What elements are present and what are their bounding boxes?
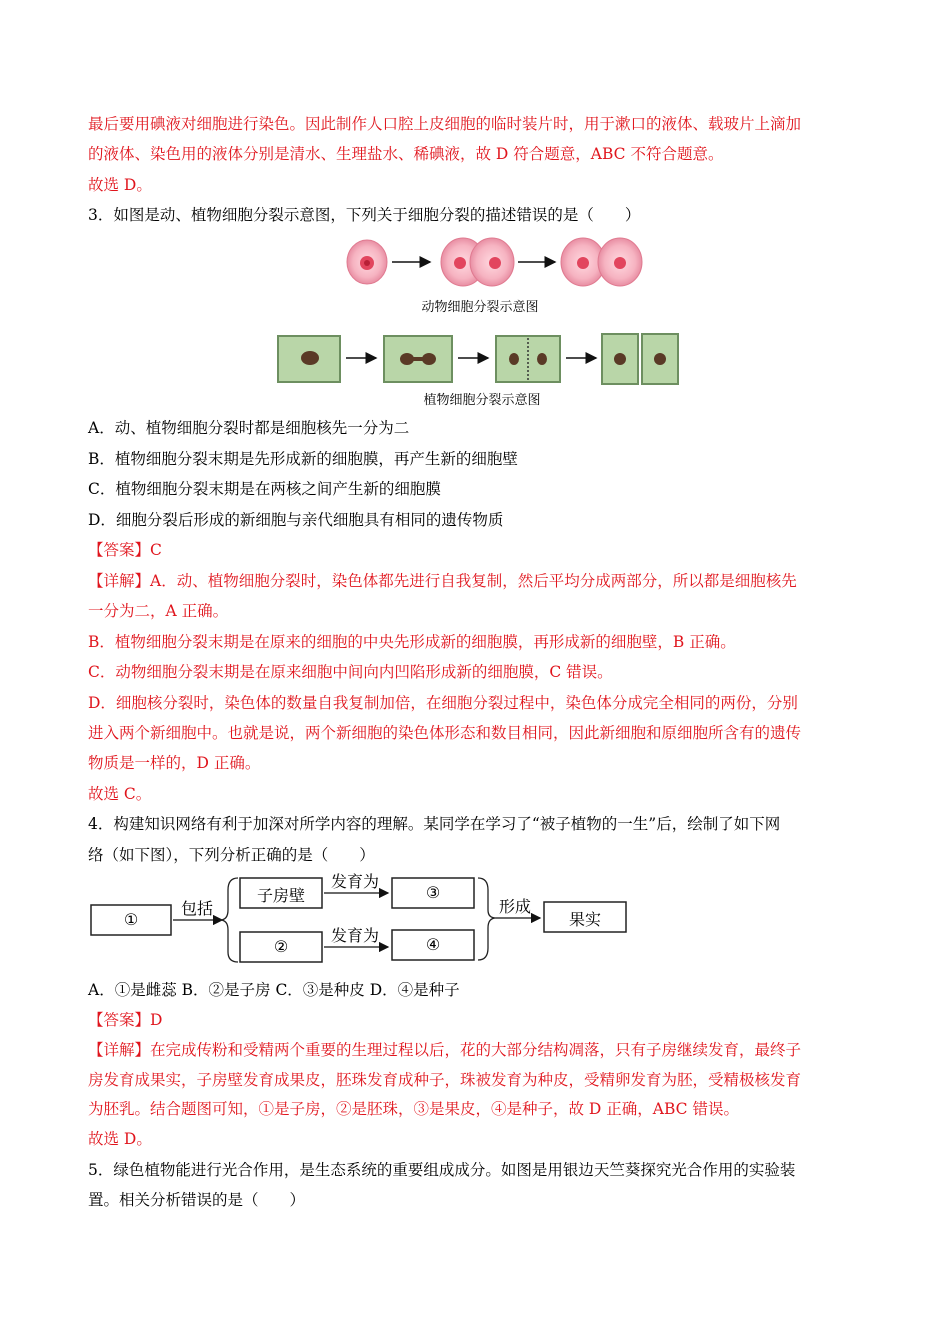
text-line: 的液体、染色用的液体分别是清水、生理盐水、稀碘液，故 D 符合题意，ABC 不符合题意。 [88, 145, 724, 163]
label-form: 形成 [498, 897, 531, 916]
box-2: ② [273, 937, 289, 956]
animal-cell-stage-1 [347, 240, 387, 284]
option-c: C．植物细胞分裂末期是在两核之间产生新的细胞膜 [88, 480, 441, 498]
plant-caption: 植物细胞分裂示意图 [423, 393, 541, 408]
answer: 【答案】D [88, 1011, 163, 1029]
question-3: 3．如图是动、植物细胞分裂示意图，下列关于细胞分裂的描述错误的是（ ） [88, 206, 641, 224]
explanation-line: 进入两个新细胞中。也就是说，两个新细胞的染色体形态和数目相同，因此新细胞和原细胞所含有的遗传 [88, 724, 802, 742]
plant-cell-stage-2 [384, 336, 452, 382]
label-include: 包括 [180, 899, 213, 918]
question-4-cont: 络（如下图），下列分析正确的是（ ） [88, 846, 375, 864]
box-1: ① [123, 910, 139, 929]
knowledge-network-figure [88, 868, 633, 968]
animal-cell-stage-3 [561, 238, 642, 286]
label-develop-top: 发育为 [330, 872, 379, 891]
option-d: D．细胞分裂后形成的新细胞与亲代细胞具有相同的遗传物质 [88, 511, 504, 529]
option-a: A．动、植物细胞分裂时都是细胞核先一分为二 [88, 419, 410, 437]
question-5: 5．绿色植物能进行光合作用，是生态系统的重要组成成分。如图是用银边天竺葵探究光合作用的实验装 [88, 1161, 796, 1179]
box-4: ④ [425, 935, 441, 954]
explanation-line: 一分为二，A 正确。 [88, 602, 229, 620]
box-3: ③ [425, 883, 441, 902]
box-fruit: 果实 [568, 910, 601, 929]
text-line: 最后要用碘液对细胞进行染色。因此制作人口腔上皮细胞的临时装片时，用于漱口的液体、载玻片上滴加 [88, 115, 802, 133]
question-5-cont: 置。相关分析错误的是（ ） [88, 1191, 306, 1209]
explanation-line: C．动物细胞分裂末期是在原来细胞中间向内凹陷形成新的细胞膜，C 错误。 [88, 663, 613, 681]
plant-cell-stage-3 [496, 336, 560, 382]
conclusion: 故选 C。 [88, 785, 152, 803]
explanation-line: 【详解】A．动、植物细胞分裂时，染色体都先进行自我复制，然后平均分成两部分，所以都是细胞核先 [88, 572, 797, 590]
label-develop-bottom: 发育为 [330, 926, 379, 945]
cell-division-figure [270, 232, 690, 412]
options-row: A．①是雌蕊 B．②是子房 C．③是种皮 D．④是种子 [88, 981, 460, 999]
plant-cell-stage-4 [602, 334, 678, 384]
explanation-line: B．植物细胞分裂末期是在原来的细胞的中央先形成新的细胞膜，再形成新的细胞壁，B 正确。 [88, 633, 736, 651]
box-ovary-wall: 子房壁 [256, 886, 305, 905]
animal-caption: 动物细胞分裂示意图 [421, 300, 539, 315]
answer: 【答案】C [88, 541, 162, 559]
explanation-line: 房发育成果实，子房壁发育成果皮，胚珠发育成种子，珠被发育为种皮，受精卵发育为胚，受精极核发育 [88, 1071, 802, 1089]
explanation-line: D．细胞核分裂时，染色体的数量自我复制加倍，在细胞分裂过程中，染色体分成完全相同的两份，分别 [88, 694, 798, 712]
animal-cell-stage-2 [441, 238, 514, 286]
explanation-line: 【详解】在完成传粉和受精两个重要的生理过程以后，花的大部分结构凋落，只有子房继续发育，最终子 [88, 1041, 802, 1059]
explanation-line: 物质是一样的，D 正确。 [88, 754, 261, 772]
plant-cell-stage-1 [278, 336, 340, 382]
conclusion: 故选 D。 [88, 1130, 152, 1148]
explanation-line: 为胚乳。结合题图可知，①是子房，②是胚珠，③是果皮，④是种子，故 D 正确，ABC 错误。 [88, 1100, 739, 1118]
question-4: 4．构建知识网络有利于加深对所学内容的理解。某同学在学习了“被子植物的一生”后，绘制了如下网 [88, 815, 781, 833]
option-b: B．植物细胞分裂末期是先形成新的细胞膜，再产生新的细胞壁 [88, 450, 518, 468]
text-line: 故选 D。 [88, 176, 152, 194]
